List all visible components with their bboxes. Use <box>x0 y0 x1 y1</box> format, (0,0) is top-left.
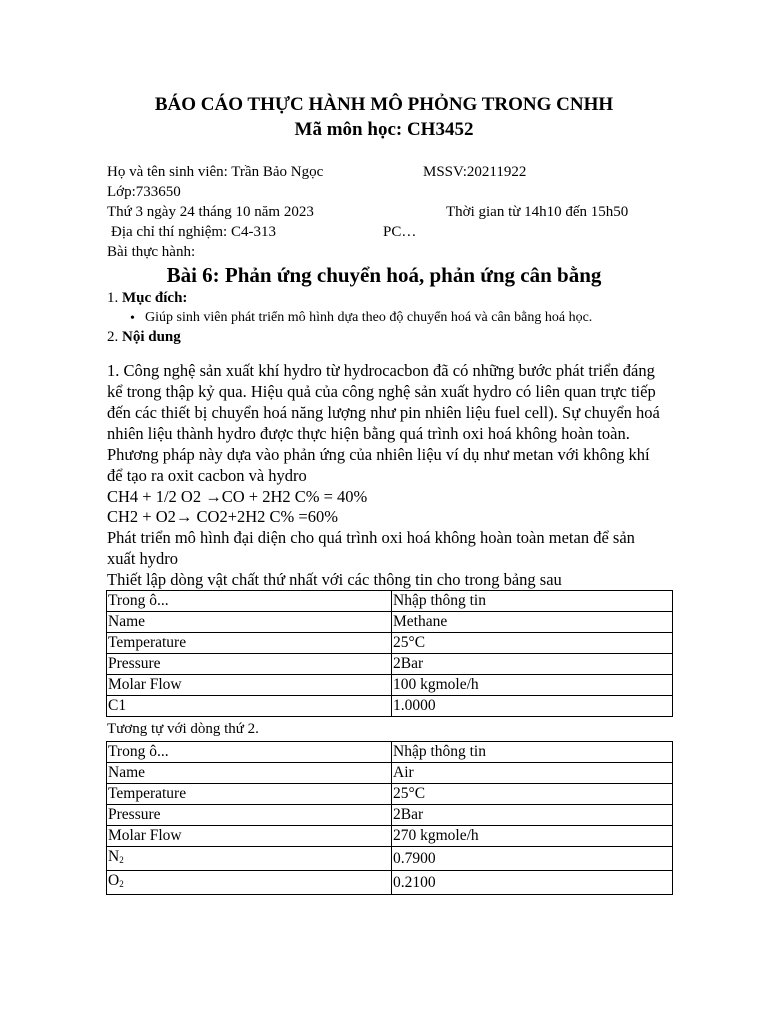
content-line: Thiết lập dòng vật chất thứ nhất với các thông tin cho trong bảng sau <box>107 570 562 589</box>
table-cell: Methane <box>392 612 673 633</box>
table-cell: Temperature <box>107 633 392 654</box>
content-line: Phát triển mô hình đại diện cho quá trình oxi hoá không hoàn toàn metan để sản <box>107 528 635 547</box>
lesson-title: Bài 6: Phản ứng chuyển hoá, phản ứng cân bằng <box>166 263 602 287</box>
table-cell: 270 kgmole/h <box>392 826 673 847</box>
table-cell: 0.2100 <box>392 871 673 895</box>
table-row <box>107 612 673 633</box>
lab-date: Thứ 3 ngày 24 tháng 10 năm 2023 <box>107 204 314 220</box>
table-cell: 100 kgmole/h <box>392 675 673 696</box>
table-cell: Pressure <box>107 654 392 675</box>
table-cell: Temperature <box>107 784 392 805</box>
subscript: 2 <box>119 855 124 865</box>
table-cell: Name <box>107 612 392 633</box>
table-row <box>107 826 673 847</box>
lab-location: Địa chỉ thí nghiệm: C4-313 <box>111 224 276 240</box>
lab-time: Thời gian từ 14h10 đến 15h50 <box>446 204 629 220</box>
table-row <box>107 871 673 895</box>
table-cell: 2Bar <box>392 805 673 826</box>
table-cell: Nhập thông tin <box>392 591 673 612</box>
content-line: 1. Công nghệ sản xuất khí hydro từ hydrocacbon đã có những bước phát triển đáng <box>107 361 655 380</box>
section1-bullet: Giúp sinh viên phát triển mô hình dựa theo độ chuyển hoá và cân bằng hoá học. <box>145 310 593 325</box>
table-cell: 1.0000 <box>392 696 673 717</box>
table-cell: 25°C <box>392 633 673 654</box>
table-header-row <box>107 742 673 763</box>
table-row <box>107 763 673 784</box>
stream2-table <box>106 741 673 895</box>
class-code: Lớp:733650 <box>107 184 181 200</box>
section1-heading <box>107 290 187 307</box>
table-row <box>107 633 673 654</box>
table-row <box>107 675 673 696</box>
section2-number: 2. <box>107 329 119 345</box>
table-row <box>107 784 673 805</box>
stream1-table <box>106 590 673 717</box>
table-cell: Molar Flow <box>107 826 392 847</box>
table-cell: 0.7900 <box>392 847 673 871</box>
table-cell: 25°C <box>392 784 673 805</box>
bullet-icon: • <box>130 311 135 326</box>
table-row <box>107 847 673 871</box>
content-line: kể trong thập kỷ qua. Hiệu quả của công nghệ sản xuất hydro có liên quan trực tiếp <box>107 382 656 401</box>
table-cell: Trong ô... <box>107 742 392 763</box>
table-cell <box>107 847 392 871</box>
table-cell: C1 <box>107 696 392 717</box>
species-label: N <box>108 848 120 865</box>
subscript: 2 <box>119 879 124 889</box>
reaction-2: CH2 + O2→ CO2+2H2 C% =60% <box>107 507 338 526</box>
section1-title: Mục đích: <box>122 290 188 306</box>
content-line: nhiên liệu thành hydro được thực hiện bằng quá trình oxi hoá không hoàn toàn. <box>107 424 630 443</box>
table-cell: Name <box>107 763 392 784</box>
content-line: Phương pháp này dựa vào phản ứng của nhiên liệu ví dụ như metan với không khí <box>107 445 650 464</box>
species-label: O <box>108 872 120 889</box>
section2-heading <box>107 329 181 346</box>
report-title: BÁO CÁO THỰC HÀNH MÔ PHỎNG TRONG CNHH <box>154 94 614 115</box>
table-cell <box>107 871 392 895</box>
lab-pc: PC… <box>383 224 417 240</box>
table-cell: Trong ô... <box>107 591 392 612</box>
table-cell: Molar Flow <box>107 675 392 696</box>
table-cell: Nhập thông tin <box>392 742 673 763</box>
course-code: Mã môn học: CH3452 <box>294 119 474 140</box>
section1-number: 1. <box>107 290 119 306</box>
table-cell: 2Bar <box>392 654 673 675</box>
practice-label: Bài thực hành: <box>107 244 196 260</box>
section2-title: Nội dung <box>122 329 181 345</box>
student-id: MSSV:20211922 <box>423 164 527 180</box>
between-tables-text: Tương tự với dòng thứ 2. <box>107 721 259 737</box>
student-name: Họ và tên sinh viên: Trần Bảo Ngọc <box>107 164 324 180</box>
table-row <box>107 696 673 717</box>
table-cell: Air <box>392 763 673 784</box>
content-line: để tạo ra oxit cacbon và hydro <box>107 466 307 485</box>
table-row <box>107 654 673 675</box>
table-header-row <box>107 591 673 612</box>
reaction-1: CH4 + 1/2 O2 →CO + 2H2 C% = 40% <box>107 487 368 506</box>
table-cell: Pressure <box>107 805 392 826</box>
table-row <box>107 805 673 826</box>
content-line: đến các thiết bị chuyển hoá năng lượng như pin nhiên liệu fuel cell). Sự chuyển hoá <box>107 403 660 422</box>
content-line: xuất hydro <box>107 549 179 568</box>
